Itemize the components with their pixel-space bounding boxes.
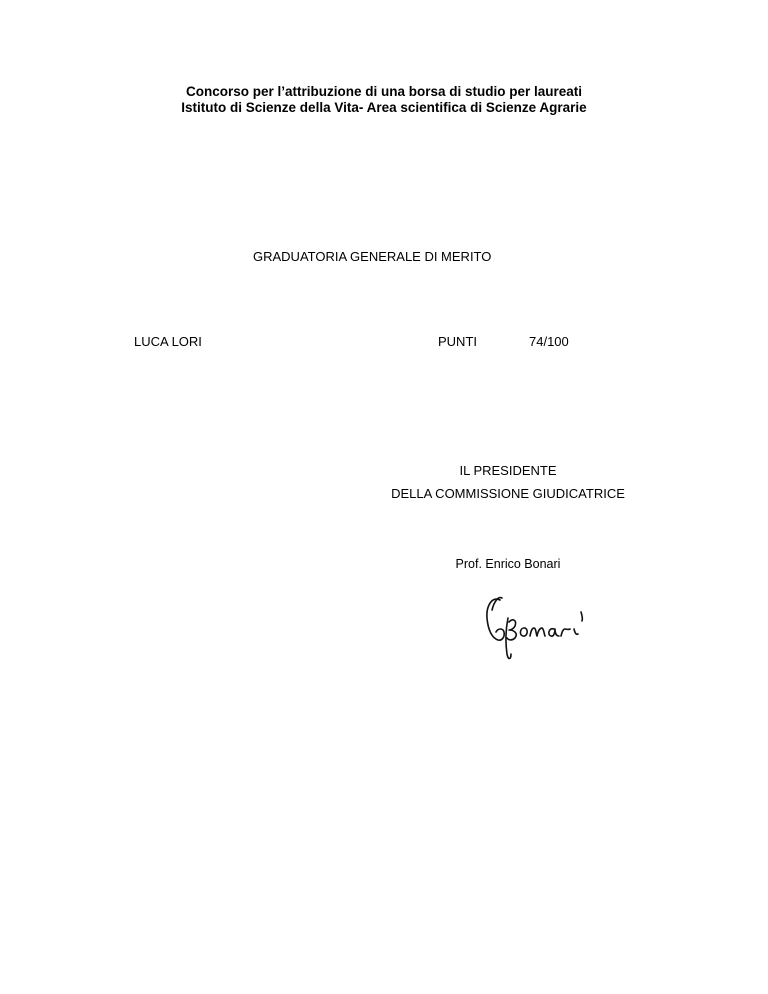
document-title [0, 84, 768, 116]
title-line-2: Istituto di Scienze della Vita- Area scientifica di Scienze Agrarie [181, 100, 587, 115]
candidate-name: LUCA LORI [134, 334, 202, 349]
signatory-name: Prof. Enrico Bonari [455, 557, 561, 571]
signatory-role-line-2: DELLA COMMISSIONE GIUDICATRICE [391, 486, 625, 501]
ranking-heading: GRADUATORIA GENERALE DI MERITO [253, 249, 492, 264]
score-label: PUNTI [438, 334, 477, 349]
signatory-role-line-1: IL PRESIDENTE [459, 463, 557, 478]
title-line-1: Concorso per l’attribuzione di una borsa di studio per laureati [185, 84, 583, 99]
signatory-role [368, 459, 648, 505]
score-value: 74/100 [529, 334, 569, 349]
handwritten-signature [478, 588, 608, 668]
